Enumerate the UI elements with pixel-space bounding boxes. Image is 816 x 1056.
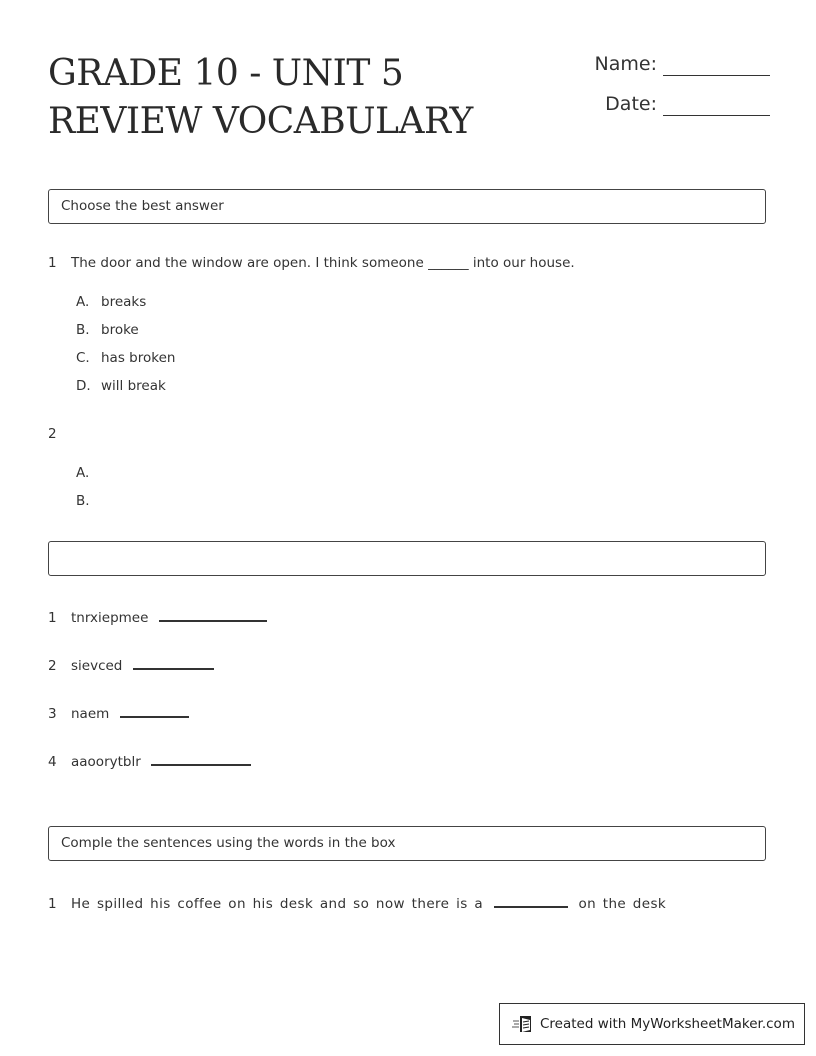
option-text: breaks [101, 294, 147, 310]
section-3-instruction: Comple the sentences using the words in the box [48, 826, 766, 861]
option-a[interactable] [76, 294, 146, 310]
title-line-1: GRADE 10 - UNIT 5 [48, 53, 404, 94]
date-row [605, 92, 770, 116]
sentence-item-1 [48, 892, 666, 912]
section-1-instruction: Choose the best answer [48, 189, 766, 224]
option-letter: C. [76, 350, 90, 366]
scrambled-word: sievced [71, 658, 123, 674]
option-text: has broken [101, 350, 176, 366]
option-letter: A. [76, 465, 90, 481]
answer-blank[interactable] [133, 654, 214, 670]
answer-blank[interactable] [159, 606, 267, 622]
name-row [595, 52, 770, 76]
question-1 [48, 255, 575, 271]
scrambled-word: naem [71, 706, 110, 722]
credit-badge[interactable] [499, 1003, 805, 1045]
option-d[interactable] [76, 378, 166, 394]
scramble-item-1 [48, 606, 267, 626]
answer-blank[interactable] [151, 750, 251, 766]
answer-blank[interactable] [120, 702, 189, 718]
worksheet-logo-icon [512, 1013, 534, 1035]
scrambled-word: tnrxiepmee [71, 610, 149, 626]
item-number: 3 [48, 706, 57, 722]
question-number: 1 [48, 255, 57, 271]
scramble-item-3 [48, 702, 189, 722]
question-text: The door and the window are open. I think someone ______ into our house. [71, 255, 575, 271]
option-a[interactable] [76, 465, 101, 481]
option-b[interactable] [76, 493, 101, 509]
page-title [48, 50, 473, 146]
date-field[interactable] [663, 93, 770, 116]
option-text: broke [101, 322, 139, 338]
scrambled-word: aaoorytblr [71, 754, 141, 770]
item-number: 2 [48, 658, 57, 674]
scramble-item-2 [48, 654, 214, 674]
item-number: 1 [48, 610, 57, 626]
scramble-item-4 [48, 750, 251, 770]
title-line-2: REVIEW VOCABULARY [48, 101, 473, 142]
option-letter: B. [76, 493, 90, 509]
question-2 [48, 426, 71, 442]
option-b[interactable] [76, 322, 139, 338]
section-2-instruction [48, 541, 766, 576]
name-label: Name: [594, 53, 657, 75]
sentence-after: on the desk [578, 896, 667, 912]
option-letter: A. [76, 294, 90, 310]
option-text: will break [101, 378, 166, 394]
name-field[interactable] [663, 53, 770, 76]
answer-blank[interactable] [494, 892, 568, 908]
question-number: 2 [48, 426, 57, 442]
sentence-before: He spilled his coffee on his desk and so now there is a [71, 896, 484, 912]
credit-text: Created with MyWorksheetMaker.com [540, 1016, 795, 1032]
item-number: 4 [48, 754, 57, 770]
option-letter: B. [76, 322, 90, 338]
option-letter: D. [76, 378, 91, 394]
item-number: 1 [48, 896, 57, 912]
option-c[interactable] [76, 350, 175, 366]
date-label: Date: [605, 93, 657, 115]
